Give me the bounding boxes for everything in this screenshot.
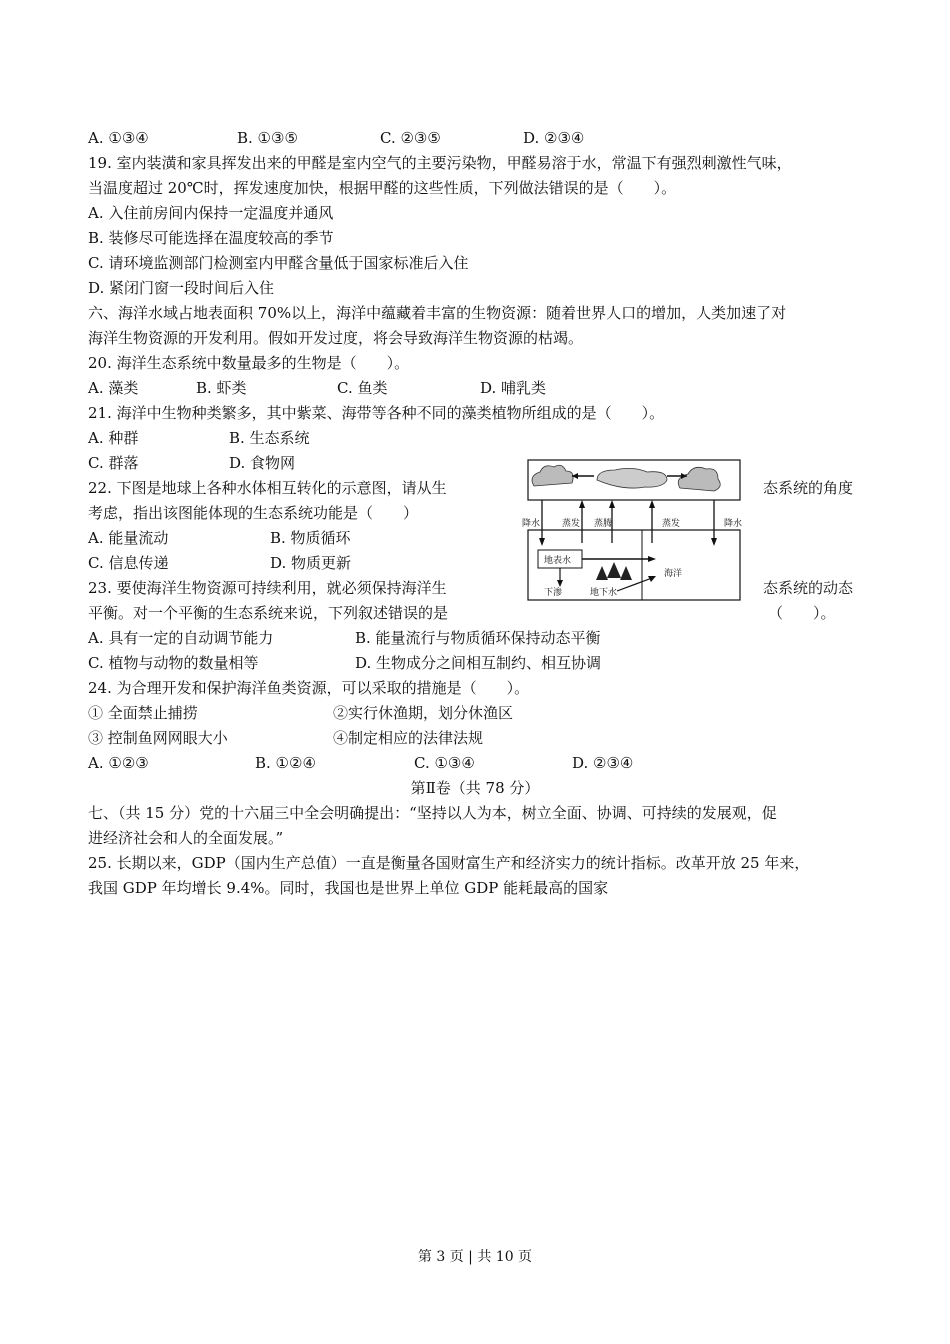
label-transp: 蒸腾 (594, 519, 613, 529)
q23-option-d: D. 生物成分之间相互制约、相互协调 (355, 654, 602, 672)
label-surface-water: 地表水 (544, 556, 572, 566)
q23-stem-line1-left: 23. 要使海洋生物资源可持续利用，就必须保持海洋生 (88, 579, 447, 597)
q18-option-d: D. ②③④ (523, 129, 585, 147)
q24-stem: 24. 为合理开发和保护海洋鱼类资源，可以采取的措施是（ ）。 (88, 679, 530, 697)
evap1-arrowhead (579, 500, 585, 508)
q22-stem-line1-left: 22. 下图是地球上各种水体相互转化的示意图，请从生 (88, 479, 447, 497)
q18-option-a: A. ①③④ (88, 129, 149, 147)
q24-measure-4: ④制定相应的法律法规 (333, 729, 484, 747)
q23-stem-line2-right: （ ）。 (768, 604, 836, 622)
section6-line2: 海洋生物资源的开发利用。假如开发过度，将会导致海洋生物资源的枯竭。 (88, 329, 584, 347)
section6-line1: 六、海洋水域占地表面积 70%以上，海洋中蕴藏着丰富的生物资源：随着世界人口的增加，人类加速了对 (88, 304, 787, 322)
part2-title: 第Ⅱ卷（共 78 分） (410, 779, 540, 797)
q23-stem-line1-right: 态系统的动态 (763, 579, 854, 597)
tree-icon-3 (620, 566, 632, 580)
q24-option-d: D. ②③④ (572, 754, 634, 772)
q21-option-b: B. 生态系统 (229, 429, 310, 447)
label-evap2: 蒸发 (662, 519, 681, 529)
q21-stem: 21. 海洋中生物种类繁多，其中紫菜、海带等各种不同的藻类植物所组成的是（ ）。 (88, 404, 665, 422)
tree-icon-2 (607, 562, 621, 578)
water-cycle-diagram (502, 458, 757, 608)
q22-option-d: D. 物质更新 (270, 554, 352, 572)
q24-option-c: C. ①③④ (414, 754, 475, 772)
q20-stem: 20. 海洋生态系统中数量最多的生物是（ ）。 (88, 354, 410, 372)
label-groundwater: 地下水 (590, 588, 618, 598)
q19-option-b: B. 装修尽可能选择在温度较高的季节 (88, 229, 334, 247)
rain-right-arrowhead (711, 538, 717, 546)
label-ocean: 海洋 (664, 569, 683, 579)
cloud-middle (597, 468, 667, 488)
rain-left-arrowhead (539, 538, 545, 546)
q22-option-b: B. 物质循环 (270, 529, 351, 547)
label-rain-left: 降水 (522, 519, 541, 529)
q24-measure-3: ③ 控制鱼网网眼大小 (88, 729, 228, 747)
q23-option-c: C. 植物与动物的数量相等 (88, 654, 259, 672)
q24-measure-2: ②实行休渔期，划分休渔区 (333, 704, 514, 722)
q21-option-d: D. 食物网 (229, 454, 296, 472)
label-evap1: 蒸发 (562, 519, 581, 529)
section7-line2: 进经济社会和人的全面发展。” (88, 829, 284, 847)
q24-measure-1: ① 全面禁止捕捞 (88, 704, 198, 722)
q19-stem-line2: 当温度超过 20℃时，挥发速度加快，根据甲醛的这些性质，下列做法错误的是（ ）。 (88, 179, 677, 197)
q24-option-b: B. ①②④ (255, 754, 316, 772)
q20-option-a: A. 藻类 (88, 379, 139, 397)
q24-option-a: A. ①②③ (88, 754, 149, 772)
q23-option-b: B. 能量流行与物质循环保持动态平衡 (355, 629, 601, 647)
q19-option-c: C. 请环境监测部门检测室内甲醛含量低于国家标准后入住 (88, 254, 469, 272)
q19-option-d: D. 紧闭门窗一段时间后入住 (88, 279, 275, 297)
surface-to-ocean-arrowhead (648, 556, 656, 562)
label-rain-right: 降水 (724, 519, 743, 529)
q19-stem-line1: 19. 室内装潢和家具挥发出来的甲醛是室内空气的主要污染物，甲醛易溶于水，常温下有强烈刺激性气味， (88, 154, 792, 172)
seep-arrowhead (557, 580, 563, 587)
q22-option-c: C. 信息传递 (88, 554, 169, 572)
q21-option-c: C. 群落 (88, 454, 139, 472)
q23-stem-line2-left: 平衡。对一个平衡的生态系统来说，下列叙述错误的是 (88, 604, 449, 622)
q22-option-a: A. 能量流动 (88, 529, 169, 547)
q20-option-d: D. 哺乳类 (480, 379, 547, 397)
q20-option-c: C. 鱼类 (337, 379, 388, 397)
q25-line1: 25. 长期以来，GDP（国内生产总值）一直是衡量各国财富生产和经济实力的统计指标。改革开放 25 年来， (88, 854, 810, 872)
q22-stem-line2: 考虑，指出该图能体现的生态系统功能是（ ） (88, 504, 419, 522)
cloud-left (532, 465, 573, 486)
q18-option-b: B. ①③⑤ (237, 129, 298, 147)
q20-option-b: B. 虾类 (196, 379, 247, 397)
q23-option-a: A. 具有一定的自动调节能力 (88, 629, 274, 647)
section7-line1: 七、（共 15 分）党的十六届三中全会明确提出：“坚持以人为本，树立全面、协调、可持续的发展观，促 (88, 804, 777, 822)
q22-stem-line1-right: 态系统的角度 (763, 479, 854, 497)
q21-option-a: A. 种群 (88, 429, 139, 447)
cloud-right (678, 467, 720, 491)
transp-arrowhead (609, 500, 615, 508)
q18-option-c: C. ②③⑤ (380, 129, 441, 147)
evap2-arrowhead (649, 500, 655, 508)
page-footer: 第 3 页 | 共 10 页 (417, 1249, 533, 1265)
tree-icon-1 (596, 566, 608, 580)
q25-line2: 我国 GDP 年均增长 9.4%。同时，我国也是世界上单位 GDP 能耗最高的国家 (88, 879, 609, 897)
label-seep: 下渗 (544, 588, 563, 598)
q19-option-a: A. 入住前房间内保持一定温度并通风 (88, 204, 334, 222)
